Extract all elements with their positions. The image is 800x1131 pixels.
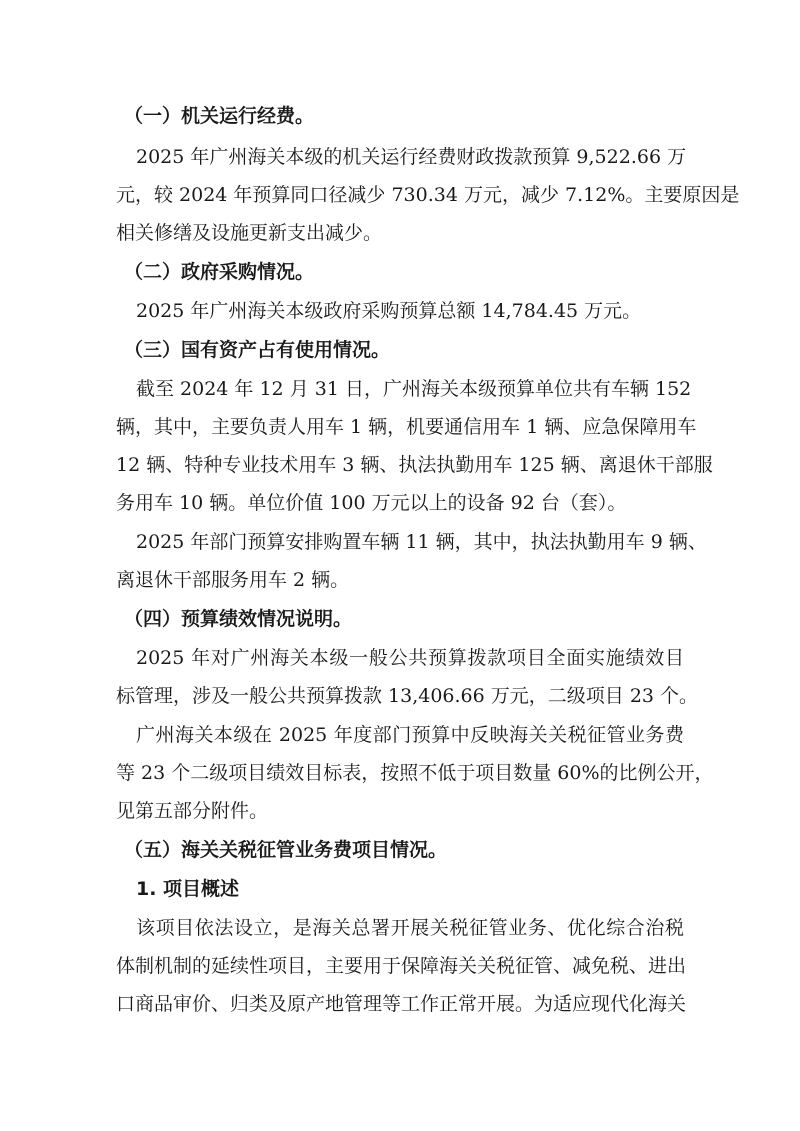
paragraph-line: 口商品审价、归类及原产地管理等工作正常开展。为适应现代化海关 <box>116 993 687 1015</box>
paragraph-line: 广州海关本级在 2025 年度部门预算中反映海关关税征管业务费 <box>136 724 684 746</box>
paragraph-line: 2025 年部门预算安排购置车辆 11 辆，其中，执法执勤用车 9 辆、 <box>136 531 707 553</box>
section-heading-performance: （四）预算绩效情况说明。 <box>124 608 353 630</box>
paragraph-line: 标管理，涉及一般公共预算拨款 13,406.66 万元，二级项目 23 个。 <box>116 685 699 707</box>
paragraph-line: 元，较 2024 年预算同口径减少 730.34 万元，减少 7.12%。主要原因是 <box>116 184 740 206</box>
section-heading-procurement: （二）政府采购情况。 <box>124 261 315 283</box>
paragraph-line: 等 23 个二级项目绩效目标表，按照不低于项目数量 60%的比例公开， <box>116 762 714 784</box>
paragraph-line: 见第五部分附件。 <box>116 800 269 822</box>
subsection-heading-overview: 1. 项目概述 <box>136 878 240 900</box>
paragraph-line: 相关修缮及设施更新支出减少。 <box>116 222 383 244</box>
paragraph-line: 务用车 10 辆。单位价值 100 万元以上的设备 92 台（套）。 <box>116 492 627 514</box>
paragraph-line: 离退休干部服务用车 2 辆。 <box>116 569 350 591</box>
paragraph-line: 2025 年对广州海关本级一般公共预算拨款项目全面实施绩效目 <box>136 647 684 669</box>
paragraph-line: 截至 2024 年 12 月 31 日，广州海关本级预算单位共有车辆 152 <box>136 378 692 400</box>
section-heading-tariff-project: （五）海关关税征管业务费项目情况。 <box>124 839 448 861</box>
paragraph-line: 体制机制的延续性项目，主要用于保障海关关税征管、减免税、进出 <box>116 955 687 977</box>
section-heading-operating-costs: （一）机关运行经费。 <box>124 105 315 127</box>
paragraph-line: 该项目依法设立，是海关总署开展关税征管业务、优化综合治税 <box>136 917 684 939</box>
section-heading-state-assets: （三）国有资产占有使用情况。 <box>124 339 391 361</box>
paragraph-line: 辆，其中，主要负责人用车 1 辆，机要通信用车 1 辆、应急保障用车 <box>116 416 697 438</box>
paragraph-line: 12 辆、特种专业技术用车 3 辆、执法执勤用车 125 辆、离退休干部服 <box>116 454 713 476</box>
paragraph-line: 2025 年广州海关本级的机关运行经费财政拨款预算 9,522.66 万 <box>136 146 687 168</box>
paragraph-line: 2025 年广州海关本级政府采购预算总额 14,784.45 万元。 <box>136 300 642 322</box>
